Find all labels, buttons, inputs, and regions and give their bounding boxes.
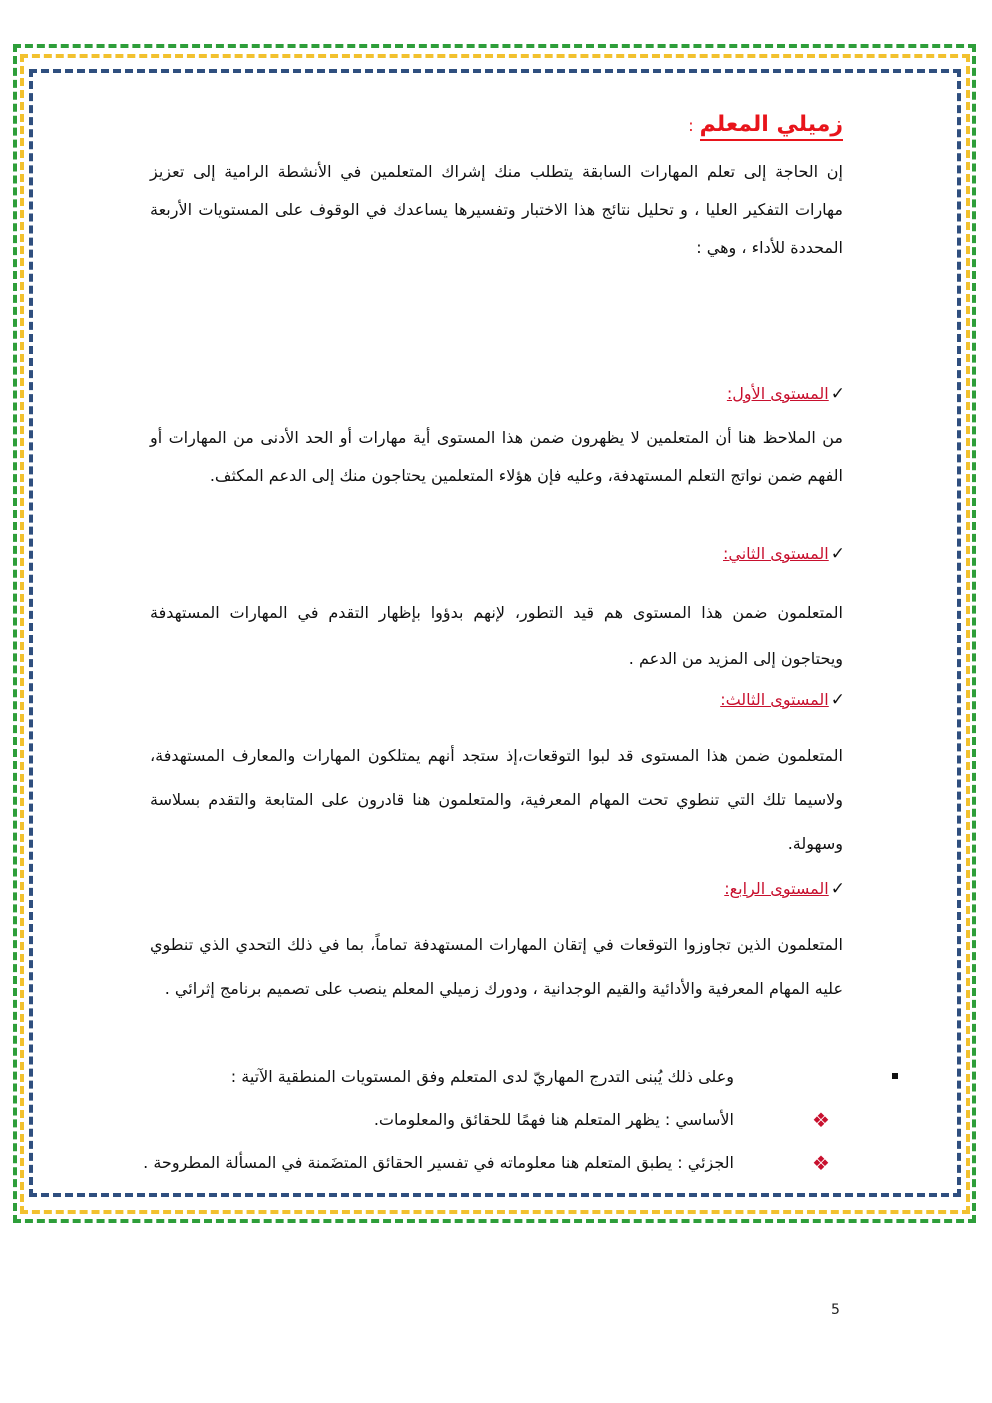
level-3-section	[150, 734, 843, 866]
level-2-section	[150, 590, 843, 682]
level-2-paragraph: المتعلمون ضمن هذا المستوى هم قيد التطور، لإنهم بدؤوا بإظهار التقدم في المهارات المستهدفة ويحتاجون إلى المزيد من الدعم .	[150, 603, 843, 668]
level-1-label: المستوى الأول:	[726, 384, 829, 403]
checkmark-icon: ✓	[830, 879, 845, 899]
level-3-label: المستوى الثالث:	[720, 690, 829, 709]
level-1-paragraph: من الملاحظ هنا أن المتعلمين لا يظهرون ضمن هذا المستوى أية مهارات أو الحد الأدنى من المهارات أو الفهم ضمن نواتج التعلم المستهدفة، وعليه فإن هؤلاء المتعلمين يحتاجون منك إلى الدعم المكثف.	[150, 428, 843, 485]
square-bullet-icon	[892, 1073, 898, 1079]
level-1-section	[150, 419, 843, 495]
progression-intro: وعلى ذلك يُبنى التدرج المهاريّ لدى المتعلم وفق المستويات المنطقية الآتية :	[230, 1067, 734, 1086]
page-number: 5	[831, 1302, 840, 1318]
page-title: زميلي المعلم	[700, 112, 843, 141]
title-colon: :	[688, 116, 694, 135]
progression-item-partial: الجزئي : يطبق المتعلم هنا معلوماته في تفسير الحقائق المتضَمنة في المسألة المطروحة .	[143, 1153, 734, 1172]
level-4-heading	[600, 879, 845, 899]
level-3-paragraph: المتعلمون ضمن هذا المستوى قد لبوا التوقعات،إذ ستجد أنهم يمتلكون المهارات والمعارف المستهدفة، ولاسيما تلك التي تنطوي تحت المهام المعرفية، والمتعلمون هنا قادرون على المتابعة والتقدم بسلاسة وسهولة.	[150, 746, 843, 853]
diamond-bullet-icon: ❖	[812, 1151, 830, 1175]
level-4-label: المستوى الرابع:	[724, 879, 829, 898]
progression-item-basic: الأساسي : يظهر المتعلم هنا فهمًا للحقائق والمعلومات.	[373, 1110, 734, 1129]
header-row	[600, 112, 843, 137]
intro-section	[150, 153, 843, 267]
checkmark-icon: ✓	[830, 690, 845, 710]
intro-paragraph: إن الحاجة إلى تعلم المهارات السابقة يتطلب منك إشراك المتعلمين في الأنشطة الرامية إلى تعزيز مهارات التفكير العليا ، و تحليل نتائج هذا الاختبار وتفسيرها يساعدك في الوقوف على المستويات الأربعة المحددة للأداء ، وهي :	[150, 162, 843, 257]
level-3-heading	[600, 690, 845, 710]
checkmark-icon: ✓	[830, 544, 845, 564]
level-1-heading	[600, 384, 845, 404]
level-2-label: المستوى الثاني:	[723, 544, 829, 563]
checkmark-icon: ✓	[830, 384, 845, 404]
diamond-bullet-icon: ❖	[812, 1108, 830, 1132]
level-4-section	[150, 923, 843, 1011]
level-4-paragraph: المتعلمون الذين تجاوزوا التوقعات في إتقان المهارات المستهدفة تماماً، بما في ذلك التحدي الذي تنطوي عليه المهام المعرفية والأدائية والقيم الوجدانية ، ودورك زميلي المعلم ينصب على تصميم برنامج إثرائي .	[150, 935, 843, 998]
level-2-heading	[600, 544, 845, 564]
